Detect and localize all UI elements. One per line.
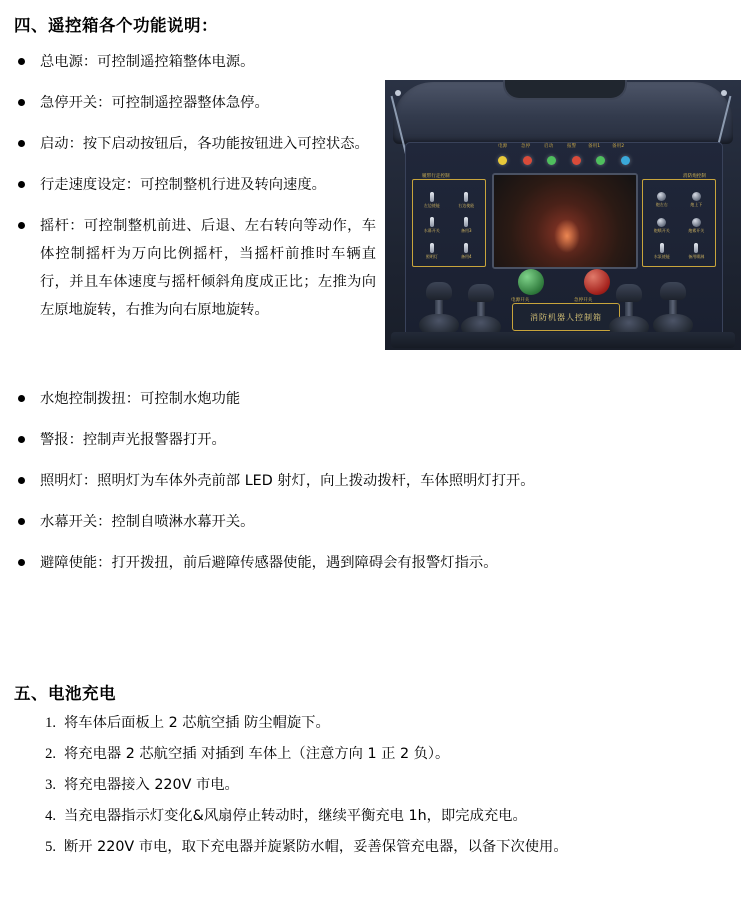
list-item-number: 3.	[45, 777, 56, 793]
list-item-text: 急停开关：可控制遥控器整体急停。	[40, 95, 269, 111]
switch-spare3[interactable]	[450, 217, 484, 234]
list-item	[14, 130, 376, 158]
led-spare1-icon	[596, 156, 605, 165]
led-alarm-icon	[572, 156, 581, 165]
switch-label: 左边使能	[423, 202, 440, 208]
list-item	[14, 467, 724, 495]
bullet-dot-icon	[18, 395, 25, 402]
list-item	[14, 426, 724, 454]
function-list-bottom	[14, 385, 724, 590]
list-item-number: 5.	[45, 839, 56, 855]
list-item-text: 将充电器 2 芯航空插 对插到 车体上（注意方向 1 正 2 负）。	[64, 746, 450, 762]
list-item	[14, 508, 724, 536]
knob-icon	[692, 192, 701, 201]
list-item-text: 启动：按下启动按钮后，各功能按钮进入可控状态。	[40, 136, 369, 152]
list-item-text: 断开 220V 市电，取下充电器并旋紧防水帽，妥善保管充电器，以备下次使用。	[64, 839, 568, 855]
knob-cannon-tilt[interactable]	[680, 192, 714, 208]
joystick-right-inner[interactable]	[609, 284, 649, 338]
led-label-estop: 急停	[521, 144, 531, 149]
led-label-alarm: 报警	[567, 144, 577, 149]
name-plate: 消防机器人控制箱	[512, 303, 620, 331]
video-display	[492, 173, 638, 269]
switch-right-enable[interactable]	[450, 192, 484, 209]
list-item-text: 将车体后面板上 2 芯航空插 防尘帽旋下。	[64, 715, 330, 731]
switch-spare-spray[interactable]	[680, 243, 714, 260]
toggle-icon	[430, 243, 434, 253]
right-switch-group	[642, 179, 716, 267]
list-item-text: 水炮控制拨扭：可控制水炮功能	[40, 391, 241, 407]
switch-label: 备用4	[460, 254, 472, 260]
list-item-number: 4.	[45, 808, 56, 824]
bullet-dot-icon	[18, 99, 25, 106]
knob-icon	[657, 192, 666, 201]
led-start-icon	[547, 156, 556, 165]
bullet-dot-icon	[18, 140, 25, 147]
list-item-text: 摇杆：可控制整机前进、后退、左右转向等动作，车体控制摇杆为万向比例摇杆，当摇杆前推时车辆直行，并且车体速度与摇杆倾斜角度成正比；左推为向左原地旋转，右推为向右原地旋转。	[40, 218, 376, 318]
led-label-spare1: 备用1	[588, 144, 601, 149]
emergency-stop-button[interactable]	[584, 269, 610, 295]
led-power-icon	[498, 156, 507, 165]
list-item-text: 当充电器指示灯变化&风扇停止转动时，继续平衡充电 1h，即完成充电。	[64, 808, 527, 824]
indicator-led-row	[498, 149, 630, 171]
toggle-icon	[464, 217, 468, 227]
switch-lighting[interactable]	[415, 243, 449, 260]
list-item-text: 水幕开关：控制自喷淋水幕开关。	[40, 514, 255, 530]
knob-icon	[692, 218, 701, 227]
fire-glow	[554, 219, 580, 253]
joystick-left-inner[interactable]	[461, 284, 501, 338]
list-item	[34, 805, 734, 827]
knob-cannon-pan[interactable]	[645, 192, 679, 208]
antenna-tip-right-icon	[721, 90, 727, 96]
section-heading-five: 五、电池充电	[14, 684, 116, 703]
bullet-dot-icon	[18, 436, 25, 443]
list-item	[34, 712, 734, 734]
led-spare2-icon	[621, 156, 630, 165]
left-switch-group	[412, 179, 486, 267]
list-item	[34, 774, 734, 796]
toggle-icon	[464, 243, 468, 253]
list-item	[34, 743, 734, 765]
toggle-icon	[430, 192, 434, 202]
power-button[interactable]	[518, 269, 544, 295]
switch-left-enable[interactable]	[415, 192, 449, 209]
toggle-icon	[430, 217, 434, 227]
function-list-top	[14, 48, 376, 337]
list-item-number: 2.	[45, 746, 56, 762]
switch-spare4[interactable]	[450, 243, 484, 260]
switch-label: 水泵使能	[653, 254, 670, 260]
switch-label: 炮左右	[655, 202, 668, 208]
led-estop-icon	[523, 156, 532, 165]
list-item-text: 总电源：可控制遥控箱整体电源。	[40, 54, 255, 70]
case-base-edge	[391, 332, 735, 348]
bullet-dot-icon	[18, 477, 25, 484]
led-label-power: 电源	[498, 144, 508, 149]
switch-label: 右边使能	[458, 202, 475, 208]
switch-label: 水幕开关	[423, 228, 440, 234]
power-button-label: 电源开关	[511, 298, 530, 303]
toggle-icon	[694, 243, 698, 253]
switch-label: 备用3	[460, 228, 472, 234]
carry-handle	[503, 80, 627, 100]
joystick-right-outer[interactable]	[653, 282, 693, 336]
list-item	[14, 385, 724, 413]
list-item	[14, 212, 376, 324]
toggle-icon	[660, 243, 664, 253]
list-item	[14, 48, 376, 76]
section-heading-four: 四、遥控箱各个功能说明：	[14, 16, 218, 35]
list-item	[14, 89, 376, 117]
bullet-dot-icon	[18, 222, 25, 229]
list-item-text: 警报：控制声光报警器打开。	[40, 432, 226, 448]
knob-icon	[657, 218, 666, 227]
list-item	[14, 549, 724, 577]
list-item-number: 1.	[45, 715, 56, 731]
knob-cannon-fog[interactable]	[680, 218, 714, 234]
knob-cannon-jet[interactable]	[645, 218, 679, 234]
switch-label: 炮喷开关	[653, 227, 670, 233]
switch-label: 炮雾开关	[688, 227, 705, 233]
list-item-text: 行走速度设定：可控制整机行进及转向速度。	[40, 177, 326, 193]
left-panel-title: 履带行走控制	[422, 174, 450, 179]
switch-label: 照明灯	[425, 254, 438, 260]
list-item-text: 照明灯：照明灯为车体外壳前部 LED 射灯，向上拨动拨杆，车体照明灯打开。	[40, 473, 535, 489]
joystick-grip	[426, 282, 452, 300]
list-item	[14, 171, 376, 199]
main-buttons	[518, 269, 610, 299]
switch-label: 备用喷淋	[688, 254, 705, 260]
joystick-left-outer[interactable]	[419, 282, 459, 336]
toggle-icon	[464, 192, 468, 202]
charging-steps-list	[34, 712, 734, 867]
bullet-dot-icon	[18, 518, 25, 525]
list-item-text: 将充电器接入 220V 市电。	[64, 777, 239, 793]
joystick-grip	[468, 284, 494, 302]
list-item	[34, 836, 734, 858]
antenna-tip-left-icon	[395, 90, 401, 96]
list-item-text: 避障使能：打开拨扭，前后避障传感器使能，遇到障碍会有报警灯指示。	[40, 555, 498, 571]
joystick-grip	[616, 284, 642, 302]
joystick-grip	[660, 282, 686, 300]
right-panel-title: 消防炮控制	[683, 174, 706, 179]
remote-control-box-photo	[385, 80, 741, 350]
switch-pump-enable[interactable]	[645, 243, 679, 260]
switch-water-curtain[interactable]	[415, 217, 449, 234]
switch-label: 炮上下	[690, 202, 703, 208]
led-label-spare2: 备用2	[612, 144, 625, 149]
emergency-stop-label: 急停开关	[574, 298, 593, 303]
led-label-start: 启动	[544, 144, 554, 149]
bullet-dot-icon	[18, 58, 25, 65]
bullet-dot-icon	[18, 181, 25, 188]
bullet-dot-icon	[18, 559, 25, 566]
